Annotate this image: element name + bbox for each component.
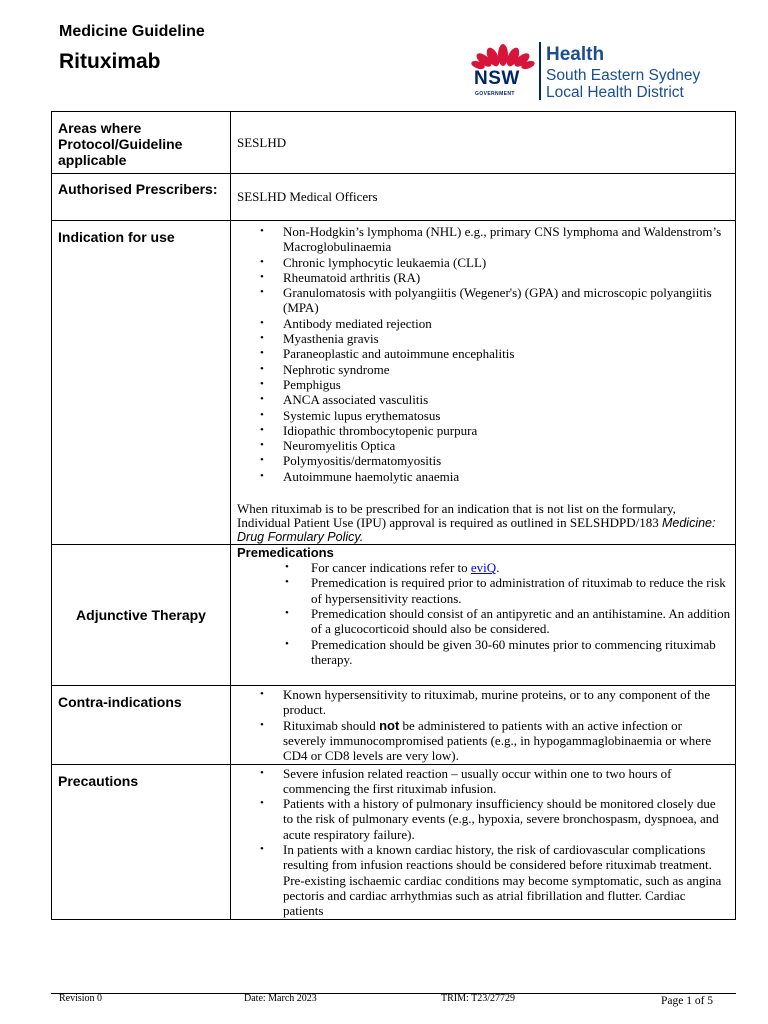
row-precautions (52, 764, 736, 919)
row-prescribers (52, 174, 736, 221)
contra-label: Contra-indications (58, 694, 182, 711)
district-name-line2: Local Health District (546, 84, 684, 101)
precautions-list (231, 765, 735, 919)
district-name-line1: South Eastern Sydney (546, 67, 701, 84)
ipu-note (231, 502, 735, 544)
list-item: • Premedication should be given 30-60 minutes prior to commencing rituximab therapy. (231, 637, 735, 668)
list-item: • ANCA associated vasculitis (231, 392, 735, 407)
list-item: • Rheumatoid arthritis (RA) (231, 270, 735, 285)
footer-divider (51, 993, 736, 994)
prescribers-label: Authorised Prescribers: (58, 181, 218, 197)
list-item (231, 560, 735, 575)
contra-list (231, 686, 735, 763)
premedications-heading: Premedications (237, 545, 334, 561)
list-item: • Nephrotic syndrome (231, 362, 735, 377)
contra-text-before: Rituximab should (283, 717, 380, 733)
prescribers-value: SESLHD Medical Officers (237, 189, 378, 204)
precautions-label: Precautions (58, 772, 139, 789)
formulary-policy-title: Medicine: Drug Formulary Policy. (237, 516, 716, 545)
list-item: • Granulomatosis with polyangiitis (Wegener's) (GPA) and microscopic polyangiitis (MPA) (231, 285, 735, 316)
list-item: • Autoimmune haemolytic anaemia (231, 469, 735, 484)
list-item: • Severe infusion related reaction – usually occur within one to two hours of commencing the first rituximab infusion. (231, 766, 735, 797)
row-areas (52, 112, 736, 174)
waratah-icon (470, 38, 536, 72)
list-item: • Systemic lupus erythematosus (231, 408, 735, 423)
indication-label: Indication for use (58, 229, 175, 245)
eviq-prefix: For cancer indications refer to (311, 560, 471, 576)
list-item: • Chronic lymphocytic leukaemia (CLL) (231, 255, 735, 270)
contra-text-after: be administered to patients with an active infection or severely immunocompromised patients (e.g., in hypogammaglobinaemia or where CD4 or CD8 levels are very low). (283, 717, 712, 764)
list-item: • Paraneoplastic and autoimmune encephalitis (231, 346, 735, 361)
nsw-wordmark: NSW (474, 68, 520, 89)
list-item: • Patients with a history of pulmonary insufficiency should be monitored closely due to the risk of pulmonary events (e.g., hypoxia, severe bronchospasm, dyspnoea, and acute respiratory failure). (231, 796, 735, 842)
page-title: Rituximab (59, 50, 161, 73)
footer-revision: Revision 0 (59, 993, 103, 1004)
document-type: Medicine Guideline (59, 23, 205, 40)
row-indication (52, 221, 736, 545)
list-item: • Premedication should consist of an antipyretic and an antihistamine. An addition of a glucocorticoid should also be considered. (231, 606, 735, 637)
premedications-list (231, 560, 735, 667)
list-item: • Non-Hodgkin’s lymphoma (NHL) e.g., primary CNS lymphoma and Waldenstrom’s Macroglobulinaemia (231, 224, 735, 255)
list-item: • Premedication is required prior to administration of rituximab to reduce the risk of hypersensitivity reactions. (231, 575, 735, 606)
footer-date: Date: March 2023 (244, 993, 317, 1004)
indication-list (231, 221, 735, 484)
areas-label: Areas where Protocol/Guideline applicable (58, 120, 183, 168)
list-item: • Polymyositis/dermatomyositis (231, 453, 735, 468)
list-item: • Idiopathic thrombocytopenic purpura (231, 423, 735, 438)
government-wordmark: GOVERNMENT (475, 91, 515, 97)
nsw-health-logo (470, 38, 720, 104)
row-adjunctive (52, 545, 736, 686)
row-contra (52, 686, 736, 764)
list-item: • Pemphigus (231, 377, 735, 392)
list-item: • Myasthenia gravis (231, 331, 735, 346)
contra-emphasis: not (379, 717, 400, 733)
ipu-note-text: When rituximab is to be prescribed for an indication that is not list on the formulary, Individual Patient Use (IPU) approval is required as outlined in SELSHDPD/183 (237, 501, 676, 531)
list-item: • Known hypersensitivity to rituximab, murine proteins, or to any component of the product. (231, 687, 735, 718)
areas-value: SESLHD (237, 135, 287, 150)
footer-trim: TRIM: T23/27729 (441, 993, 515, 1004)
eviq-suffix: . (496, 560, 500, 576)
list-item: • Neuromyelitis Optica (231, 438, 735, 453)
list-item (231, 718, 735, 764)
adjunctive-label: Adjunctive Therapy (76, 607, 206, 624)
guideline-table (51, 111, 736, 920)
eviq-link[interactable]: eviQ (470, 560, 497, 576)
health-wordmark: Health (546, 44, 605, 65)
footer-page-number: Page 1 of 5 (661, 995, 714, 1007)
logo-divider (539, 42, 541, 100)
list-item: • Antibody mediated rejection (231, 316, 735, 331)
list-item: • In patients with a known cardiac history, the risk of cardiovascular complications resulting from infusion reactions should be considered before rituximab treatment. Pre-existing ischaemic cardiac conditions may become symptomatic, such as angina pectoris and cardiac arrhythmias such as atrial fibrillation and flutter. Cardiac patients (231, 842, 735, 918)
